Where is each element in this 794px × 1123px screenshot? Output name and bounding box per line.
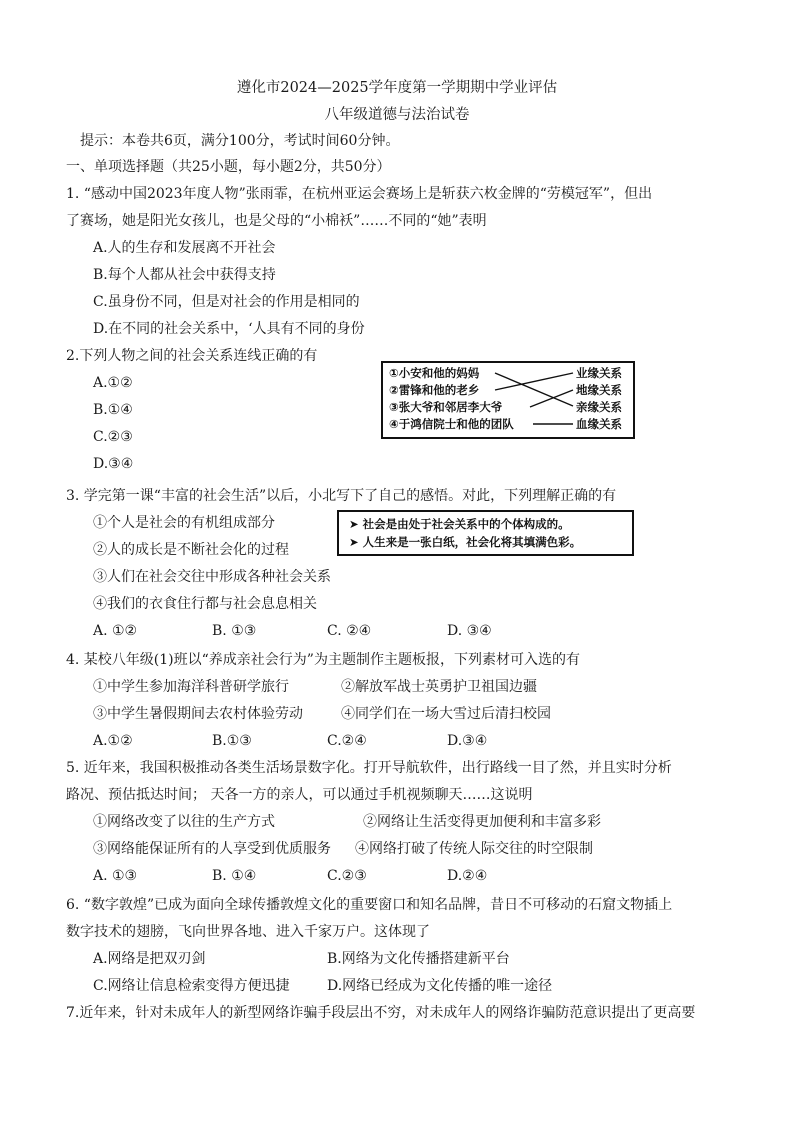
q2-right-item-1: 业缘关系	[576, 366, 622, 380]
q5-stem-line1: 5. 近年来，我国积极推动各类生活场景数字化。打开导航软件，出行路线一目了然，并且实时分析	[66, 760, 672, 776]
section-heading: 一、单项选择题（共25小题，每小题2分，共50分）	[66, 159, 391, 175]
q1-option-b: B.每个人都从社会中获得支持	[93, 267, 276, 283]
q4-option-b: B.①③	[212, 733, 252, 749]
q1-option-d: D.在不同的社会关系中，‘人具有不同的身份	[93, 321, 365, 337]
q3-option-b: B. ①③	[212, 623, 257, 639]
q5-option-d: D.②④	[447, 868, 488, 884]
exam-notice: 提示：本卷共6页，满分100分，考试时间60分钟。	[80, 133, 400, 149]
q6-option-c: C.网络让信息检索变得方便迅捷	[93, 978, 290, 994]
q4-statement-2: ②解放军战士英勇护卫祖国边疆	[341, 679, 537, 695]
q2-left-item-1: ①小安和他的妈妈	[389, 366, 480, 380]
q5-statement-1: ①网络改变了以往的生产方式	[93, 814, 275, 830]
q3-stem: 3. 学完第一课“丰富的社会生活”以后，小北写下了自己的感悟。对此，下列理解正确的有	[66, 488, 617, 504]
q3-option-a: A. ①②	[93, 623, 138, 639]
q4-statement-4: ④同学们在一场大雪过后清扫校园	[341, 706, 551, 722]
q3-box-line-2: ➤ 人生来是一张白纸，社会化将其填满色彩。	[349, 535, 582, 549]
q2-left-item-4: ④于鸿信院士和他的团队	[389, 417, 514, 431]
q2-option-a: A.①②	[93, 375, 133, 391]
q3-statement-2: ②人的成长是不断社会化的过程	[93, 542, 289, 558]
q5-option-b: B. ①④	[212, 868, 257, 884]
q3-statement-3: ③人们在社会交往中形成各种社会关系	[93, 569, 331, 585]
q2-line-1-to-3	[495, 373, 573, 406]
q3-reflection-box	[337, 510, 634, 556]
q4-option-c: C.②④	[327, 733, 367, 749]
q2-relation-figure	[381, 361, 635, 439]
q1-option-a: A.人的生存和发展离不开社会	[93, 240, 276, 256]
exam-subtitle: 八年级道德与法治试卷	[324, 107, 470, 123]
q5-option-a: A. ①③	[93, 868, 138, 884]
q6-stem-line2: 数字技术的翅膀，飞向世界各地、进入千家万户。这体现了	[66, 924, 430, 940]
q3-option-c: C. ②④	[327, 623, 372, 639]
q2-line-2-to-1	[495, 373, 573, 390]
q2-right-item-4: 血缘关系	[576, 417, 622, 431]
exam-title: 遵化市2024—2025学年度第一学期期中学业评估	[236, 80, 558, 96]
q6-stem-line1: 6. “数字敦煌”已成为面向全球传播敦煌文化的重要窗口和知名品牌，昔日不可移动的石窟文物插上	[66, 897, 673, 913]
q2-right-item-3: 亲缘关系	[576, 400, 622, 414]
q4-stem: 4. 某校八年级(1)班以“养成亲社会行为”为主题制作主题板报，下列素材可入选的有	[66, 652, 580, 668]
q1-stem-line1: 1. “感动中国2023年度人物”张雨霏，在杭州亚运会赛场上是斩获六枚金牌的“劳模冠军”，但出	[66, 186, 653, 202]
q3-box-line-1: ➤ 社会是由处于社会关系中的个体构成的。	[349, 517, 570, 531]
q5-statement-3: ③网络能保证所有的人享受到优质服务	[93, 841, 331, 857]
q2-left-item-3: ③张大爷和邻居李大爷	[389, 400, 503, 414]
q5-statement-2: ②网络让生活变得更加便利和丰富多彩	[363, 814, 601, 830]
q1-stem-line2: 了赛场，她是阳光女孩儿，也是父母的“小棉袄”……不同的“她”表明	[66, 213, 487, 229]
q3-option-d: D. ③④	[447, 623, 492, 639]
q1-option-c: C.虽身份不同，但是对社会的作用是相同的	[93, 294, 360, 310]
q5-stem-line2: 路况、预估抵达时间； 天各一方的亲人，可以通过手机视频聊天……这说明	[66, 787, 533, 803]
q7-stem-line1: 7.近年来，针对未成年人的新型网络诈骗手段层出不穷，对未成年人的网络诈骗防范意识提出了更高要	[66, 1005, 696, 1021]
q2-left-item-2: ②雷锋和他的老乡	[389, 383, 480, 397]
q4-statement-3: ③中学生暑假期间去农村体验劳动	[93, 706, 303, 722]
q2-stem: 2.下列人物之间的社会关系连线正确的有	[66, 348, 318, 364]
q6-option-d: D.网络已经成为文化传播的唯一途径	[327, 978, 553, 994]
q3-statement-1: ①个人是社会的有机组成部分	[93, 515, 275, 531]
q6-option-a: A.网络是把双刃剑	[93, 951, 206, 967]
q2-line-3-to-2	[530, 390, 573, 407]
q2-option-c: C.②③	[93, 429, 133, 445]
q4-option-d: D.③④	[447, 733, 488, 749]
q2-right-item-2: 地缘关系	[576, 383, 622, 397]
q6-option-b: B.网络为文化传播搭建新平台	[327, 951, 510, 967]
q4-statement-1: ①中学生参加海洋科普研学旅行	[93, 679, 289, 695]
q2-option-d: D.③④	[93, 456, 134, 472]
q4-option-a: A.①②	[93, 733, 133, 749]
q2-option-b: B.①④	[93, 402, 133, 418]
q5-statement-4: ④网络打破了传统人际交往的时空限制	[355, 841, 593, 857]
q3-statement-4: ④我们的衣食住行都与社会息息相关	[93, 596, 317, 612]
q2-connector-lines	[383, 363, 633, 437]
q5-option-c: C.②③	[327, 868, 367, 884]
